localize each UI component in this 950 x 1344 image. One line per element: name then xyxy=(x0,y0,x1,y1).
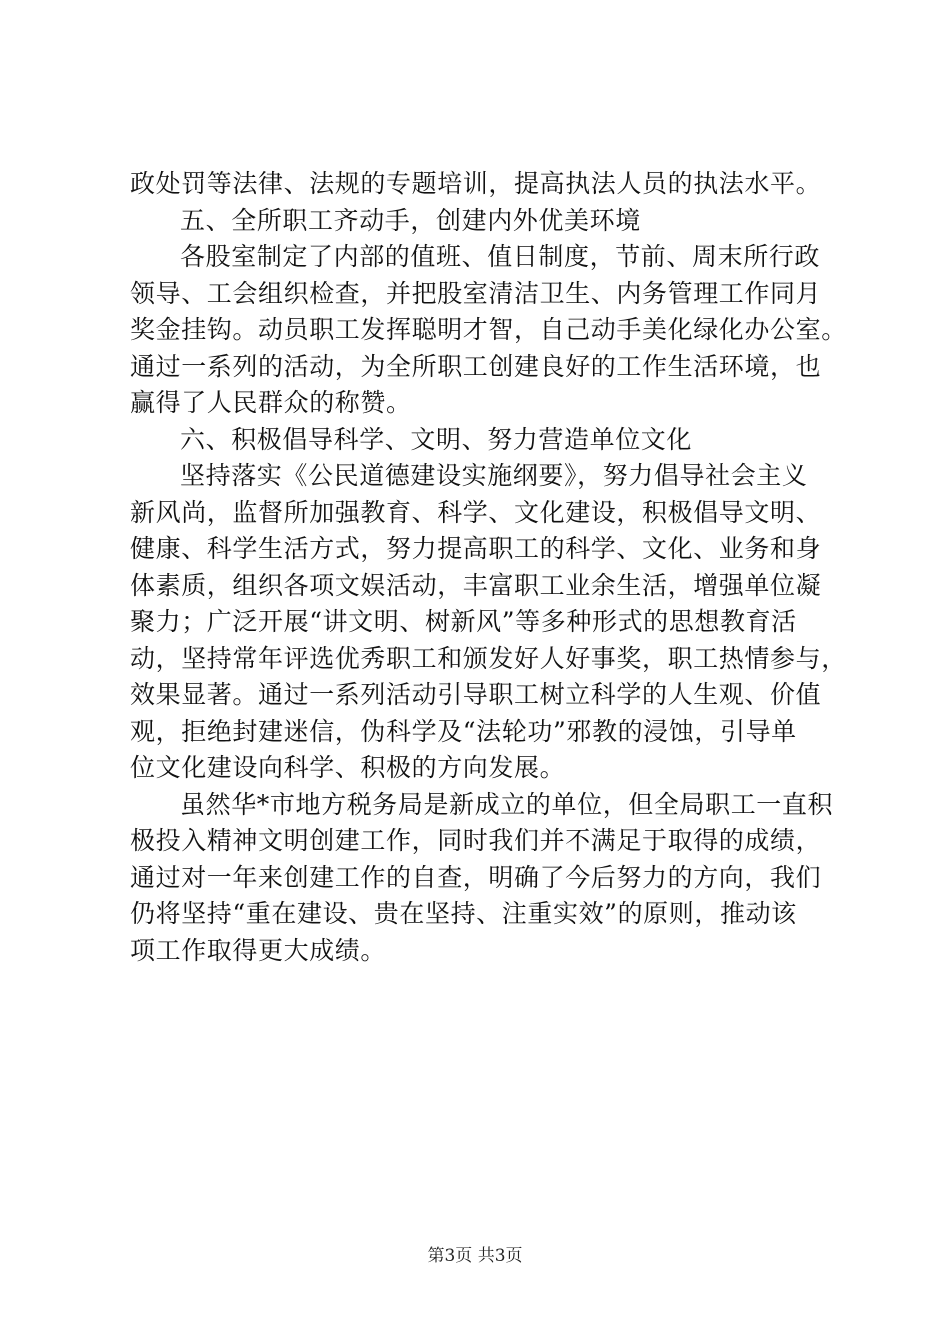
document-body xyxy=(130,166,850,969)
text-line: 观，拒绝封建迷信，伪科学及“法轮功”邪教的浸蚀，引导单 xyxy=(130,716,797,746)
page-number-footer: 第3页 共3页 xyxy=(427,1246,523,1266)
text-line: 极投入精神文明创建工作，同时我们并不满足于取得的成绩， xyxy=(130,826,822,855)
text-line: 五、全所职工齐动手，创建内外优美环境 xyxy=(180,205,641,235)
text-line: 奖金挂钩。动员职工发挥聪明才智，自己动手美化绿化办公室。 xyxy=(130,315,847,344)
text-line: 体素质，组织各项文娱活动，丰富职工业余生活，增强单位凝 xyxy=(130,570,822,600)
text-line: 坚持落实《公民道德建设实施纲要》，努力倡导社会主义 xyxy=(180,461,808,490)
text-line: 领导、工会组织检查，并把股室清洁卫生、内务管理工作同月 xyxy=(130,278,822,308)
text-line: 聚力；广泛开展“讲文明、树新风”等多种形式的思想教育活 xyxy=(130,607,797,636)
text-line: 政处罚等法律、法规的专题培训，提高执法人员的执法水平。 xyxy=(130,169,822,198)
text-line: 各股室制定了内部的值班、值日制度，节前、周末所行政 xyxy=(180,242,821,271)
text-line: 通过一系列的活动，为全所职工创建良好的工作生活环境，也 xyxy=(130,351,822,381)
text-line: 赢得了人民群众的称赞。 xyxy=(130,388,412,417)
text-line: 项工作取得更大成绩。 xyxy=(130,935,387,965)
text-line: 效果显著。通过一系列活动引导职工树立科学的人生观、价值 xyxy=(130,680,822,709)
text-line: 虽然华*市地方税务局是新成立的单位，但全局职工一直积 xyxy=(180,789,834,819)
text-line: 仍将坚持“重在建设、贵在坚持、注重实效”的原则，推动该 xyxy=(130,899,797,928)
text-line: 新风尚，监督所加强教育、科学、文化建设，积极倡导文明、 xyxy=(130,497,822,527)
text-line: 六、积极倡导科学、文明、努力营造单位文化 xyxy=(180,424,693,454)
text-line: 位文化建设向科学、积极的方向发展。 xyxy=(130,753,566,782)
text-line: 通过对一年来创建工作的自查，明确了今后努力的方向，我们 xyxy=(130,862,822,892)
text-line: 动，坚持常年评选优秀职工和颁发好人好事奖，职工热情参与， xyxy=(130,643,847,673)
text-line: 健康、科学生活方式，努力提高职工的科学、文化、业务和身 xyxy=(130,534,822,563)
